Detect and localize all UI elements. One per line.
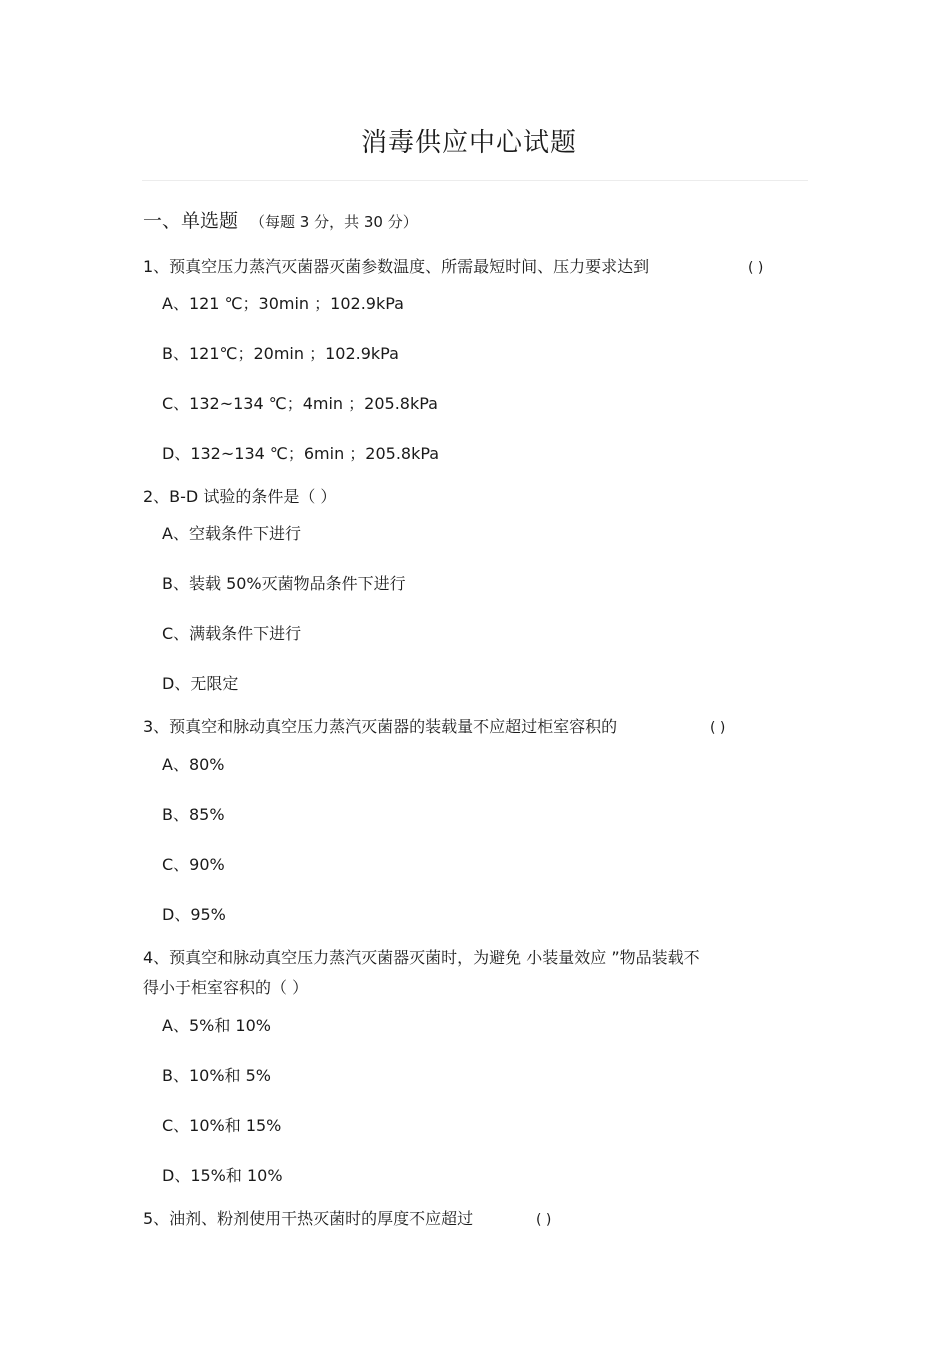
question-4-option-b: B、10%和 5% (162, 1066, 272, 1085)
question-3-option-d: D、95% (162, 905, 226, 924)
question-2-option-b: B、装载 50%灭菌物品条件下进行 (162, 574, 406, 593)
question-2-option-c: C、满载条件下进行 (162, 624, 302, 643)
question-4-stem-continued: 得小于柜室容积的（ ） (143, 978, 309, 997)
section-title: 一、单选题 (143, 210, 239, 232)
question-3-option-b: B、85% (162, 805, 225, 824)
question-5-stem: 5、油剂、粉剂使用干热灭菌时的厚度不应超过 (143, 1209, 474, 1228)
question-2-stem: 2、B-D 试验的条件是（ ） (143, 487, 337, 506)
question-2-option-d: D、无限定 (162, 674, 239, 693)
question-4-option-c: C、10%和 15% (162, 1116, 282, 1135)
title-divider (142, 180, 808, 181)
question-1-option-a: A、121 ℃；30min ；102.9kPa (162, 294, 404, 313)
question-3-stem: 3、预真空和脉动真空压力蒸汽灭菌器的装载量不应超过柜室容积的 (143, 717, 618, 736)
question-1-option-c: C、132~134 ℃；4min ；205.8kPa (162, 394, 438, 413)
question-4-stem: 4、预真空和脉动真空压力蒸汽灭菌器灭菌时，为避免 小装量效应 ”物品装载不 (143, 948, 700, 967)
question-2-option-a: A、空载条件下进行 (162, 524, 301, 543)
question-4-option-d: D、15%和 10% (162, 1166, 283, 1185)
question-1-option-d: D、132~134 ℃；6min ；205.8kPa (162, 444, 440, 463)
question-3-blank: ( ) (710, 720, 726, 736)
question-3-option-a: A、80% (162, 755, 225, 774)
section-heading (143, 206, 418, 233)
question-1-option-b: B、121℃；20min ；102.9kPa (162, 344, 399, 363)
question-1-blank: ( ) (748, 260, 764, 276)
section-note: （每题 3 分，共 30 分） (250, 213, 418, 231)
question-5-blank: ( ) (536, 1212, 552, 1228)
question-1-stem: 1、预真空压力蒸汽灭菌器灭菌参数温度、所需最短时间、压力要求达到 (143, 257, 650, 276)
question-3-option-c: C、90% (162, 855, 225, 874)
question-4-option-a: A、5%和 10% (162, 1016, 271, 1035)
document-title: 消毒供应中心试题 (360, 128, 577, 158)
